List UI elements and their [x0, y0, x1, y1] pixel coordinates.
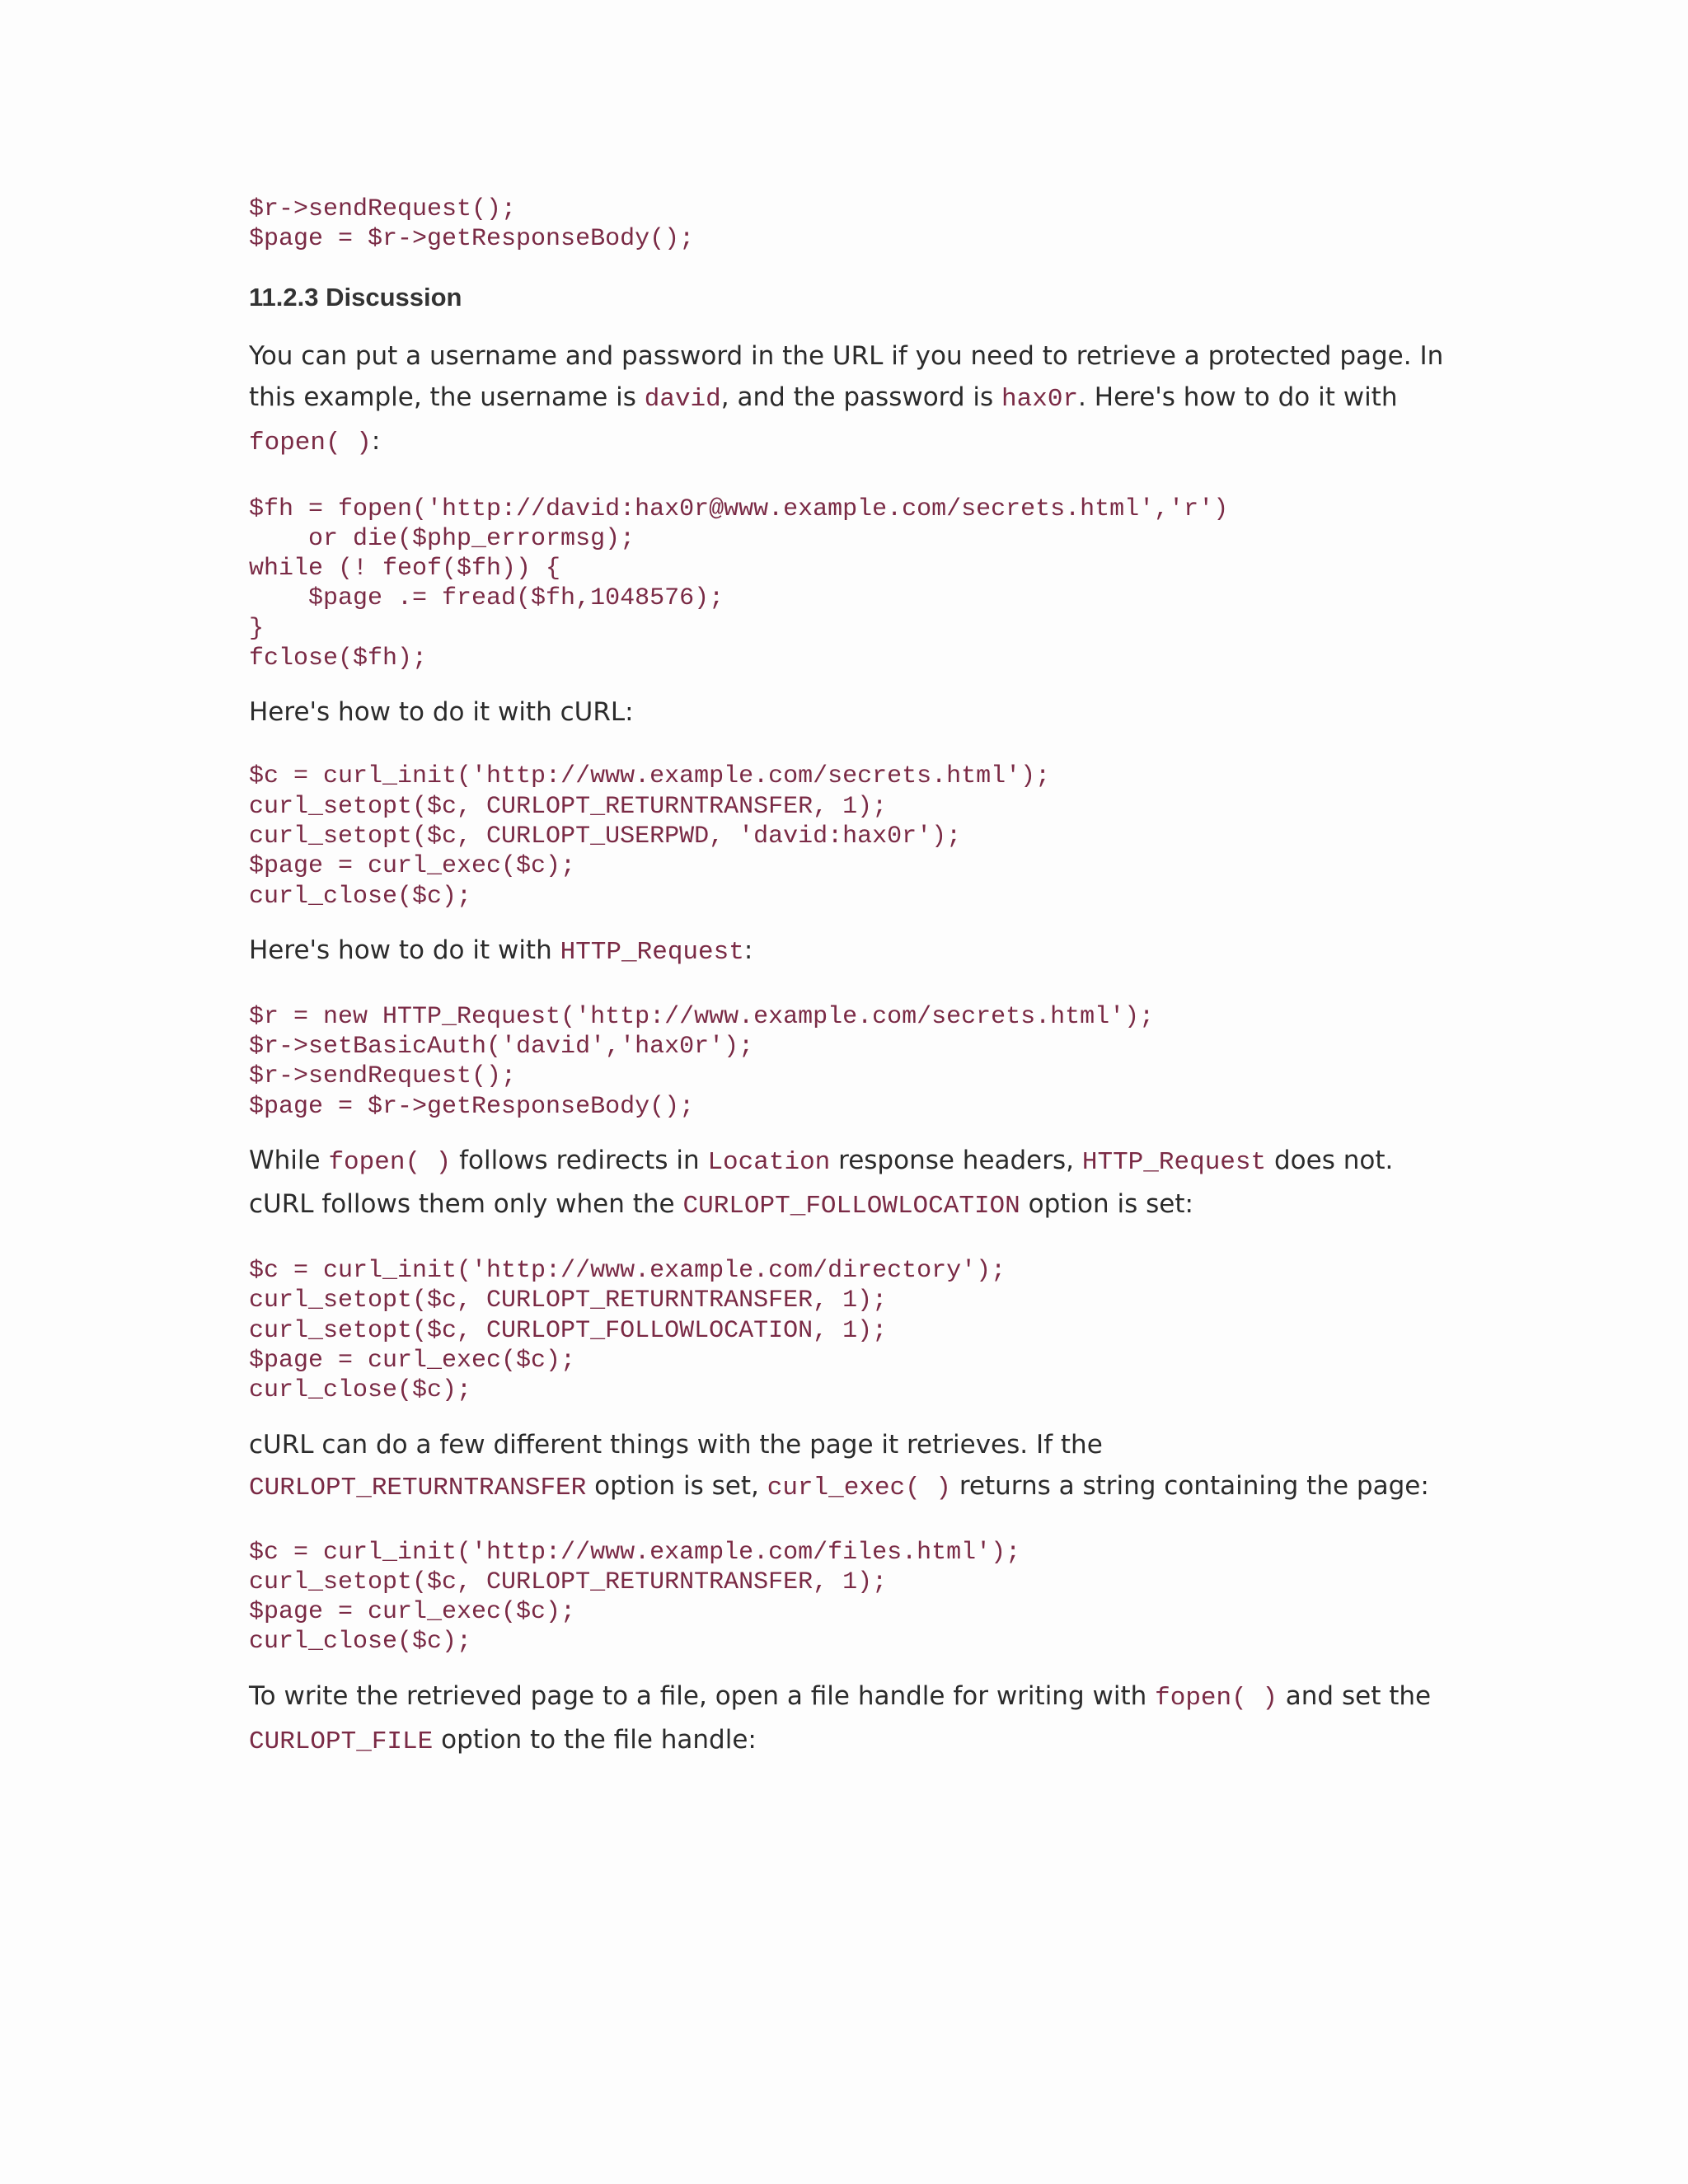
text: cURL can do a few different things with the page it retrieves. If the — [249, 1429, 1103, 1460]
inline-code-http-request: HTTP_Request — [1081, 1148, 1267, 1178]
paragraph-url-credentials — [249, 335, 1444, 464]
page-content — [249, 194, 1444, 1763]
inline-code-fopen: fopen( ) — [1155, 1683, 1278, 1713]
text: option is set: — [1020, 1189, 1193, 1220]
code-block-curl-auth: $c = curl_init('http://www.example.com/secrets.html'); curl_setopt($c, CURLOPT_RETURNTRANSFER, 1); curl_setopt($c, CURLOPT_USERPWD, 'david:hax0r'); $page = curl_exec($c); curl_close($c); — [249, 762, 1051, 911]
code-block-fopen: $fh = fopen('http://david:hax0r@www.example.com/secrets.html','r') or die($php_errormsg); while (! feof($fh)) { $page .= fread($fh,1048576); } fclose($fh); — [249, 494, 1229, 673]
code-block-send-request: $r->sendRequest(); $page = $r->getResponseBody(); — [249, 195, 695, 254]
paragraph-redirects — [249, 1140, 1444, 1227]
text: , and the password is — [720, 382, 1002, 412]
paragraph-returntransfer — [249, 1424, 1444, 1509]
text: option is set, — [586, 1470, 767, 1501]
paragraph-http-request-intro — [249, 930, 1444, 973]
code-block-files: $c = curl_init('http://www.example.com/files.html'); curl_setopt($c, CURLOPT_RETURNTRANSFER, 1); $page = curl_exec($c); curl_close($c); — [249, 1538, 1021, 1657]
text: Here's how to do it with — [249, 935, 560, 965]
text: You can put a username and password in the URL if you need to retrieve a protected page. In this example, the username is — [249, 340, 1444, 412]
text: : — [371, 425, 381, 456]
inline-code-curl-exec: curl_exec( ) — [767, 1473, 951, 1502]
inline-code-returntransfer: CURLOPT_RETURNTRANSFER — [249, 1473, 587, 1502]
text: While — [249, 1146, 329, 1176]
text: follows redirects in — [451, 1146, 708, 1176]
inline-code-curlopt-file: CURLOPT_FILE — [249, 1727, 434, 1756]
inline-code-http-request: HTTP_Request — [560, 937, 744, 967]
text: does not. cURL follows them only when the — [249, 1146, 1394, 1220]
text: : — [743, 935, 753, 965]
code-block-http-request: $r = new HTTP_Request('http://www.example.com/secrets.html'); $r->setBasicAuth('david','hax0r'); $r->sendRequest(); $page = $r->getResponseBody(); — [249, 1002, 1155, 1121]
inline-code-username: david — [644, 384, 721, 414]
code-block-follow-location: $c = curl_init('http://www.example.com/directory'); curl_setopt($c, CURLOPT_RETURNTRANSFER, 1); curl_setopt($c, CURLOPT_FOLLOWLOCATION, 1); $page = curl_exec($c); curl_close($c); — [249, 1257, 1006, 1405]
text: returns a string containing the page: — [950, 1470, 1429, 1501]
paragraph-curl-intro: Here's how to do it with cURL: — [249, 697, 634, 728]
inline-code-location: Location — [707, 1148, 831, 1178]
paragraph-curlopt-file — [249, 1675, 1444, 1763]
text: and set the — [1277, 1680, 1432, 1711]
inline-code-followlocation: CURLOPT_FOLLOWLOCATION — [682, 1192, 1020, 1221]
inline-code-fopen: fopen( ) — [249, 428, 372, 457]
section-heading: 11.2.3 Discussion — [249, 282, 462, 312]
text: option to the file handle: — [433, 1724, 757, 1755]
text: . Here's how to do it with — [1078, 382, 1398, 412]
text: To write the retrieved page to a file, open a file handle for writing with — [249, 1680, 1156, 1711]
inline-code-fopen: fopen( ) — [328, 1148, 452, 1178]
inline-code-password: hax0r — [1001, 384, 1079, 414]
text: response headers, — [830, 1146, 1082, 1176]
